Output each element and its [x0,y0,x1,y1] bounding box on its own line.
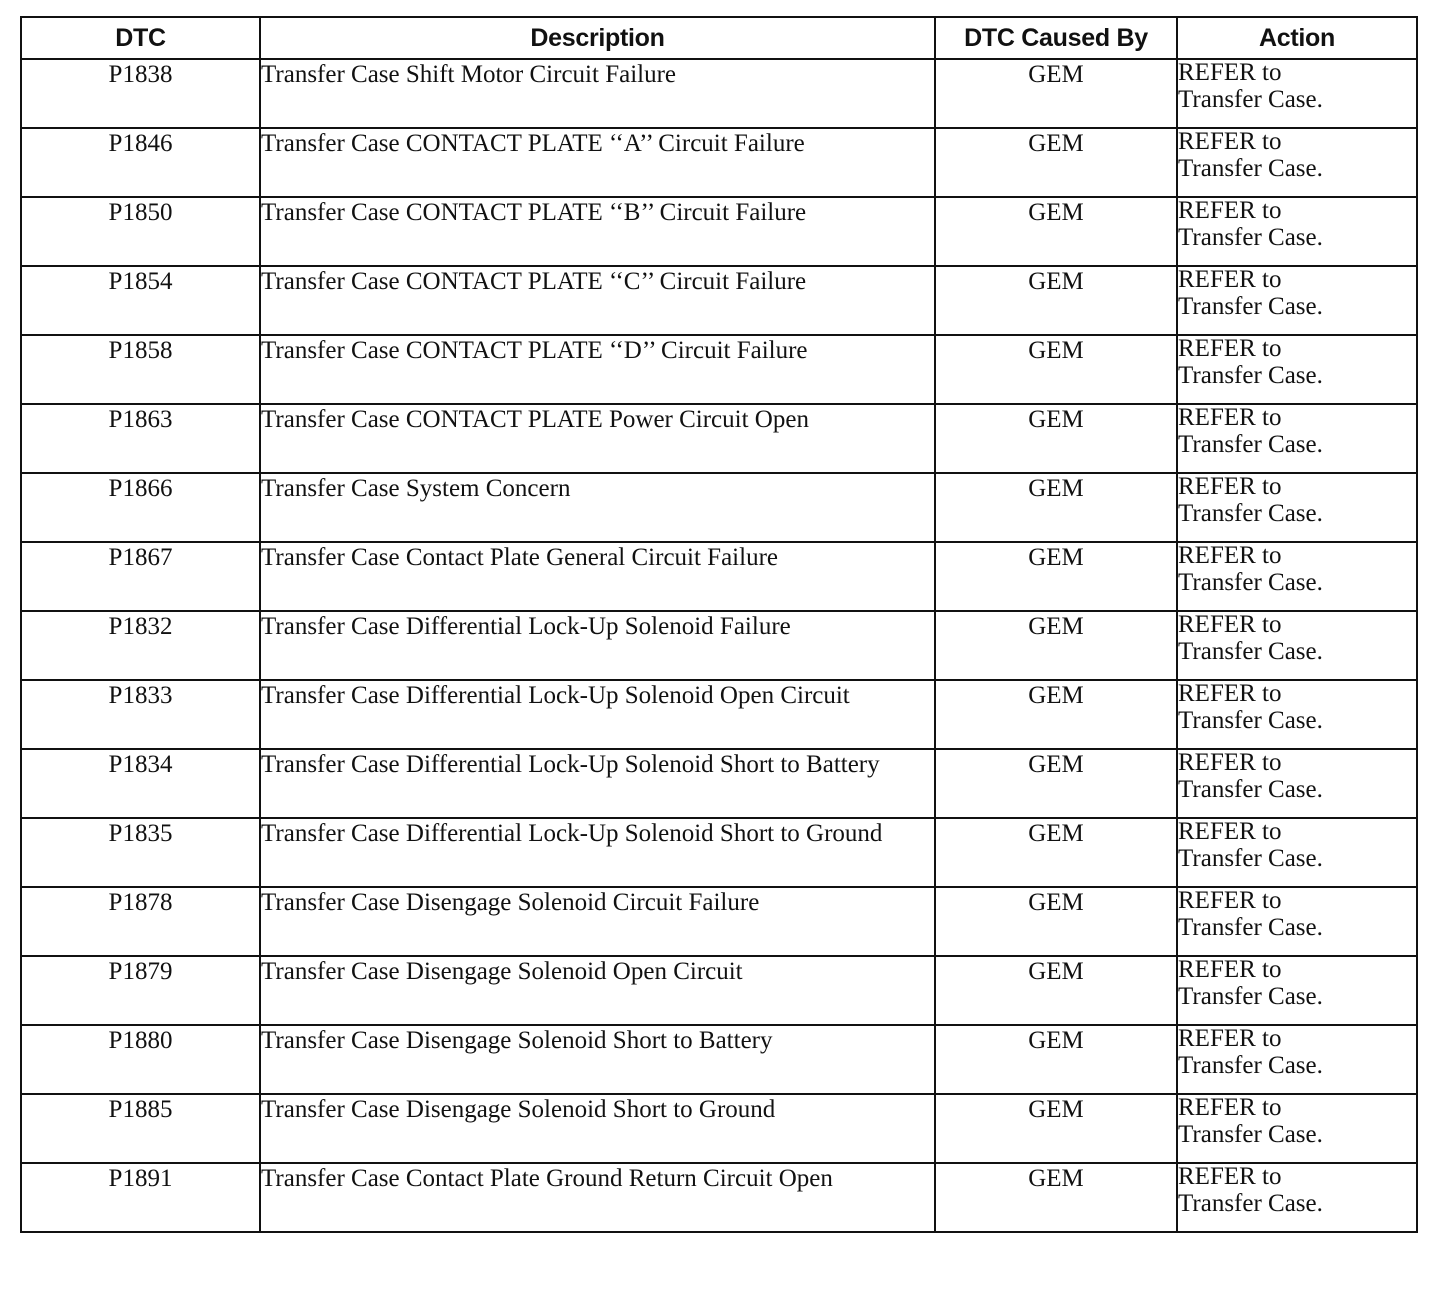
description-cell: Transfer Case System Concern [260,473,935,542]
description-cell: Transfer Case Differential Lock-Up Solenoid Failure [260,611,935,680]
action-cell [1177,680,1417,749]
action-target-text: Transfer Case. [1178,638,1323,665]
table-row [21,404,1417,473]
table-row [21,749,1417,818]
description-cell: Transfer Case Shift Motor Circuit Failure [260,59,935,128]
action-refer-text: REFER to [1178,59,1282,86]
action-target-text: Transfer Case. [1178,569,1323,596]
description-cell: Transfer Case CONTACT PLATE ‘‘A’’ Circuit Failure [260,128,935,197]
action-refer-text: REFER to [1178,197,1282,224]
table-header-row [21,17,1417,59]
action-cell [1177,335,1417,404]
action-target-text: Transfer Case. [1178,983,1323,1010]
dtc-code-cell: P1880 [21,1025,260,1094]
description-cell: Transfer Case Differential Lock-Up Solenoid Open Circuit [260,680,935,749]
action-target-text: Transfer Case. [1178,224,1323,251]
caused-by-cell: GEM [935,818,1177,887]
action-refer-text: REFER to [1178,680,1282,707]
action-cell [1177,749,1417,818]
action-refer-text: REFER to [1178,266,1282,293]
caused-by-cell: GEM [935,473,1177,542]
action-cell [1177,1094,1417,1163]
action-target-text: Transfer Case. [1178,845,1323,872]
table-row [21,818,1417,887]
caused-by-cell: GEM [935,749,1177,818]
dtc-code-cell: P1867 [21,542,260,611]
dtc-code-cell: P1832 [21,611,260,680]
dtc-code-cell: P1850 [21,197,260,266]
table-row [21,542,1417,611]
action-cell [1177,128,1417,197]
action-target-text: Transfer Case. [1178,1190,1323,1217]
action-target-text: Transfer Case. [1178,707,1323,734]
action-target-text: Transfer Case. [1178,1121,1323,1148]
action-target-text: Transfer Case. [1178,86,1323,113]
action-target-text: Transfer Case. [1178,293,1323,320]
action-refer-text: REFER to [1178,887,1282,914]
dtc-code-cell: P1885 [21,1094,260,1163]
table-row [21,1094,1417,1163]
action-refer-text: REFER to [1178,749,1282,776]
action-cell [1177,473,1417,542]
caused-by-cell: GEM [935,680,1177,749]
action-cell [1177,1025,1417,1094]
action-refer-text: REFER to [1178,611,1282,638]
description-cell: Transfer Case CONTACT PLATE ‘‘D’’ Circuit Failure [260,335,935,404]
dtc-code-cell: P1866 [21,473,260,542]
action-cell [1177,59,1417,128]
action-target-text: Transfer Case. [1178,431,1323,458]
description-cell: Transfer Case CONTACT PLATE ‘‘C’’ Circuit Failure [260,266,935,335]
description-cell: Transfer Case Disengage Solenoid Circuit Failure [260,887,935,956]
dtc-code-cell: P1833 [21,680,260,749]
table-row [21,887,1417,956]
action-cell [1177,542,1417,611]
table-row [21,956,1417,1025]
action-refer-text: REFER to [1178,1025,1282,1052]
caused-by-cell: GEM [935,542,1177,611]
dtc-code-cell: P1878 [21,887,260,956]
table-row [21,611,1417,680]
action-refer-text: REFER to [1178,335,1282,362]
caused-by-cell: GEM [935,1025,1177,1094]
dtc-code-cell: P1846 [21,128,260,197]
caused-by-cell: GEM [935,128,1177,197]
table-row [21,128,1417,197]
description-cell: Transfer Case Disengage Solenoid Short to Battery [260,1025,935,1094]
caused-by-cell: GEM [935,59,1177,128]
action-target-text: Transfer Case. [1178,155,1323,182]
caused-by-cell: GEM [935,1094,1177,1163]
table-row [21,473,1417,542]
table-row [21,335,1417,404]
description-cell: Transfer Case Differential Lock-Up Solenoid Short to Ground [260,818,935,887]
dtc-code-cell: P1834 [21,749,260,818]
dtc-code-cell: P1879 [21,956,260,1025]
caused-by-cell: GEM [935,887,1177,956]
action-cell [1177,266,1417,335]
caused-by-cell: GEM [935,956,1177,1025]
action-target-text: Transfer Case. [1178,776,1323,803]
action-cell [1177,197,1417,266]
dtc-code-cell: P1858 [21,335,260,404]
action-refer-text: REFER to [1178,1163,1282,1190]
dtc-table [20,16,1418,1233]
table-row [21,266,1417,335]
action-target-text: Transfer Case. [1178,914,1323,941]
caused-by-cell: GEM [935,1163,1177,1232]
caused-by-cell: GEM [935,404,1177,473]
action-refer-text: REFER to [1178,956,1282,983]
action-refer-text: REFER to [1178,542,1282,569]
action-refer-text: REFER to [1178,404,1282,431]
table-row [21,1025,1417,1094]
action-cell [1177,611,1417,680]
dtc-code-cell: P1891 [21,1163,260,1232]
table-row [21,197,1417,266]
description-cell: Transfer Case CONTACT PLATE ‘‘B’’ Circuit Failure [260,197,935,266]
header-description: Description [260,17,935,59]
table-row [21,1163,1417,1232]
description-cell: Transfer Case Contact Plate Ground Return Circuit Open [260,1163,935,1232]
action-cell [1177,1163,1417,1232]
dtc-code-cell: P1854 [21,266,260,335]
caused-by-cell: GEM [935,335,1177,404]
action-cell [1177,404,1417,473]
description-cell: Transfer Case Disengage Solenoid Short to Ground [260,1094,935,1163]
action-cell [1177,887,1417,956]
table-body [21,59,1417,1232]
description-cell: Transfer Case CONTACT PLATE Power Circuit Open [260,404,935,473]
dtc-code-cell: P1838 [21,59,260,128]
action-refer-text: REFER to [1178,1094,1282,1121]
table-row [21,59,1417,128]
caused-by-cell: GEM [935,266,1177,335]
description-cell: Transfer Case Contact Plate General Circuit Failure [260,542,935,611]
action-target-text: Transfer Case. [1178,362,1323,389]
action-target-text: Transfer Case. [1178,500,1323,527]
action-refer-text: REFER to [1178,473,1282,500]
header-action: Action [1177,17,1417,59]
description-cell: Transfer Case Differential Lock-Up Solenoid Short to Battery [260,749,935,818]
dtc-code-cell: P1835 [21,818,260,887]
header-caused-by: DTC Caused By [935,17,1177,59]
table-row [21,680,1417,749]
action-target-text: Transfer Case. [1178,1052,1323,1079]
action-cell [1177,956,1417,1025]
description-cell: Transfer Case Disengage Solenoid Open Circuit [260,956,935,1025]
action-cell [1177,818,1417,887]
caused-by-cell: GEM [935,197,1177,266]
header-dtc: DTC [21,17,260,59]
dtc-code-cell: P1863 [21,404,260,473]
action-refer-text: REFER to [1178,818,1282,845]
caused-by-cell: GEM [935,611,1177,680]
action-refer-text: REFER to [1178,128,1282,155]
